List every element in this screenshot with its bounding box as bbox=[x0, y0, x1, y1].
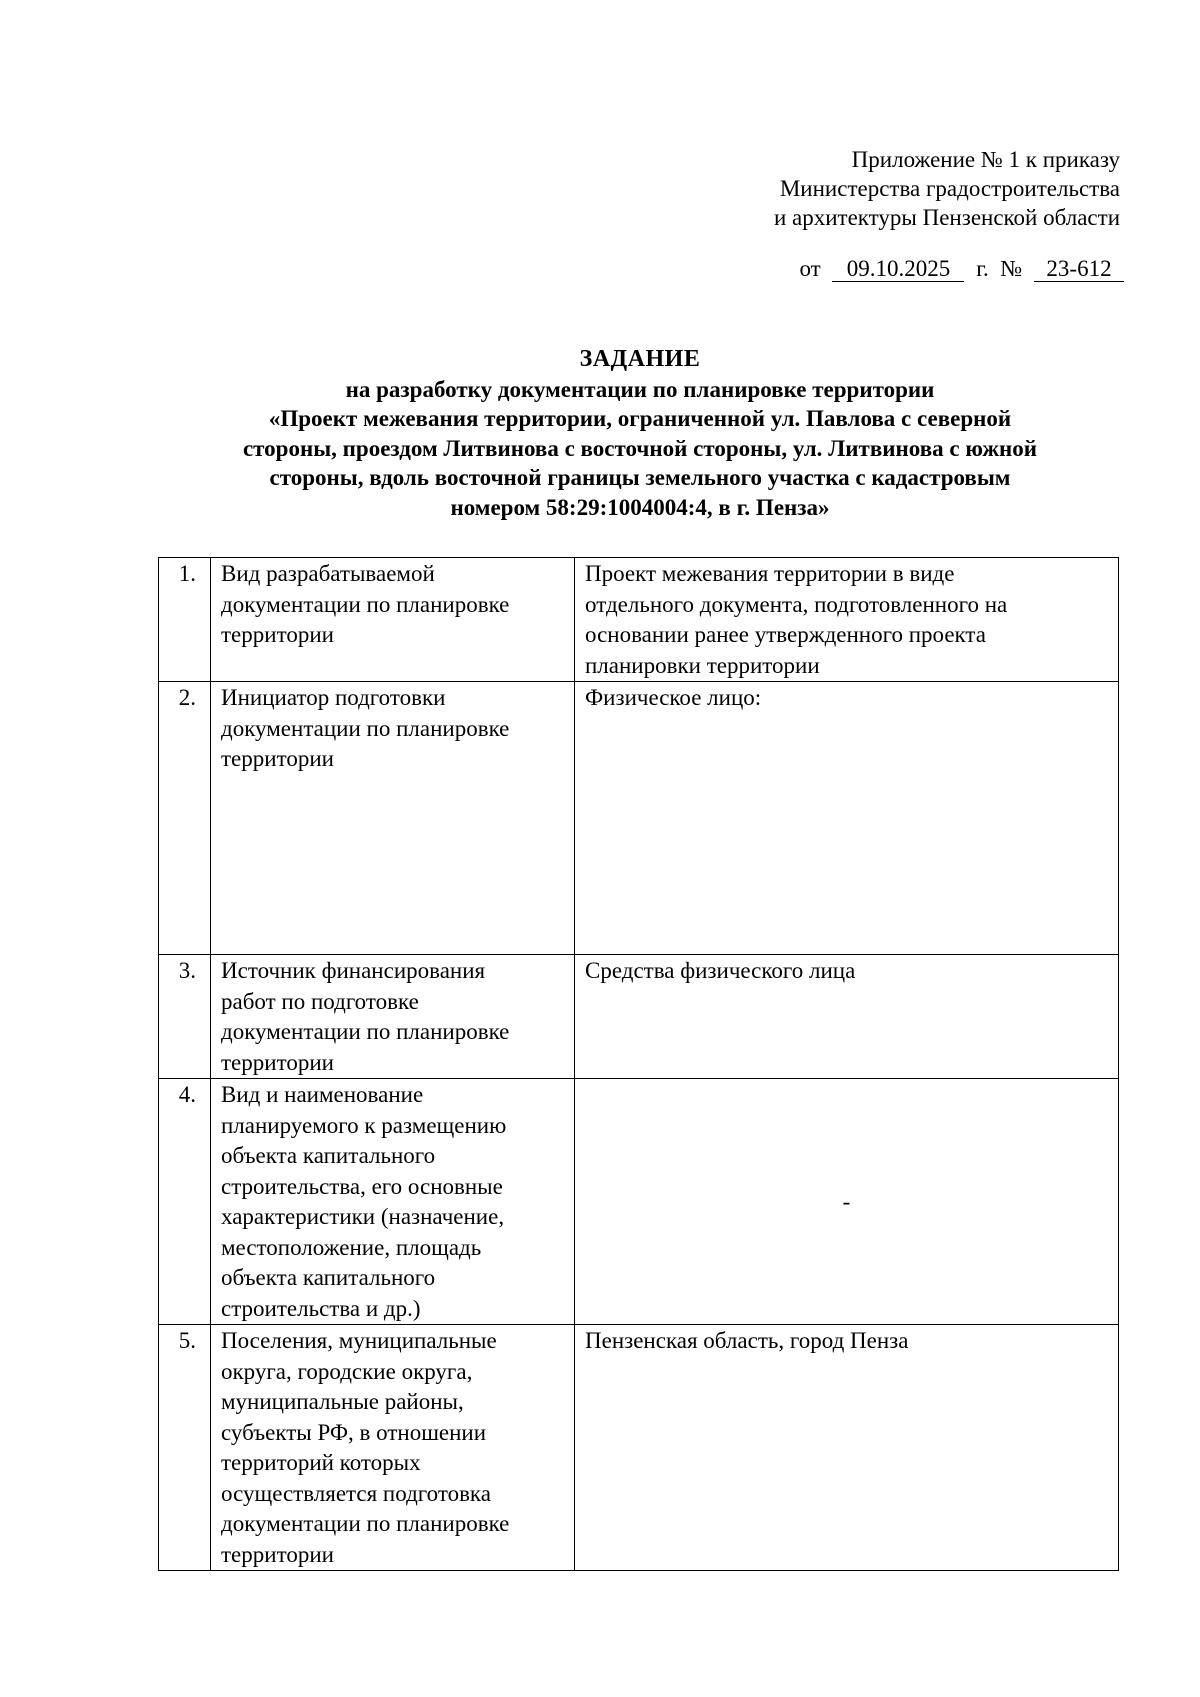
parameter-line: территории bbox=[221, 622, 334, 647]
row-value bbox=[575, 682, 1119, 955]
row-number: 2. bbox=[159, 682, 211, 955]
parameter-line: объекта капитального bbox=[221, 1143, 436, 1168]
row-value bbox=[575, 1079, 1119, 1325]
value-line: основании ранее утвержденного проекта bbox=[585, 622, 986, 647]
title-line: «Проект межевания территории, ограниченной ул. Павлова с северной bbox=[268, 406, 1012, 431]
row-parameter bbox=[211, 558, 575, 682]
parameter-line: территории bbox=[221, 1049, 334, 1075]
row-number: 4. bbox=[159, 1079, 211, 1325]
parameter-line: территории bbox=[221, 1541, 334, 1567]
row-number: 3. bbox=[159, 955, 211, 1079]
appendix-reference bbox=[774, 145, 1120, 232]
parameter-line: документации по планировке bbox=[221, 1019, 510, 1044]
row-parameter bbox=[211, 955, 575, 1079]
appendix-line: и архитектуры Пензенской области bbox=[773, 205, 1120, 230]
value-line: Пензенская область, город Пенза bbox=[585, 1328, 909, 1353]
parameter-line: документации по планировке bbox=[221, 591, 510, 617]
order-date-number bbox=[799, 254, 1124, 283]
parameter-line: Инициатор подготовки bbox=[221, 685, 446, 710]
parameter-line: Источник финансирования bbox=[221, 958, 486, 983]
order-number: 23-612 bbox=[1034, 257, 1124, 282]
table-row bbox=[159, 955, 1119, 1079]
title-line: стороны, вдоль восточной границы земельного участка с кадастровым bbox=[269, 465, 1011, 490]
parameter-line: строительства и др.) bbox=[221, 1295, 421, 1321]
value-line: отдельного документа, подготовленного на bbox=[585, 591, 1008, 617]
appendix-line: Министерства градостроительства bbox=[779, 176, 1120, 201]
row-parameter bbox=[211, 682, 575, 955]
parameter-line: муниципальные районы, bbox=[221, 1389, 464, 1414]
parameter-line: объекта капитального bbox=[221, 1265, 436, 1290]
parameter-line: планируемого к размещению bbox=[221, 1112, 507, 1138]
parameter-line: строительства, его основные bbox=[221, 1173, 503, 1199]
value-line: Средства физического лица bbox=[585, 958, 856, 983]
table-row bbox=[159, 1079, 1119, 1325]
value-line: - bbox=[842, 1188, 851, 1214]
order-from-label: от bbox=[799, 256, 821, 281]
table-row bbox=[159, 682, 1119, 955]
row-number: 5. bbox=[159, 1325, 211, 1571]
title-heading: ЗАДАНИЕ bbox=[579, 346, 701, 372]
parameter-line: округа, городские округа, bbox=[221, 1358, 473, 1384]
table-row bbox=[159, 558, 1119, 682]
order-date: 09.10.2025 bbox=[832, 257, 964, 282]
parameter-line: Вид разрабатываемой bbox=[221, 561, 435, 586]
parameter-line: осуществляется подготовка bbox=[221, 1480, 491, 1506]
value-line: Проект межевания территории в виде bbox=[585, 561, 955, 586]
parameter-line: документации по планировке bbox=[221, 1511, 510, 1536]
parameter-line: документации по планировке bbox=[221, 715, 510, 741]
table-row bbox=[159, 1325, 1119, 1571]
parameter-line: работ по подготовке bbox=[221, 988, 419, 1014]
parameter-line: характеристики (назначение, bbox=[221, 1204, 505, 1229]
row-value bbox=[575, 558, 1119, 682]
order-year-suffix: г. bbox=[976, 256, 989, 281]
row-parameter bbox=[211, 1079, 575, 1325]
parameter-line: территорий которых bbox=[221, 1450, 421, 1475]
value-line: планировки территории bbox=[585, 652, 820, 678]
document-title bbox=[160, 345, 1120, 522]
parameter-line: территории bbox=[221, 746, 334, 771]
value-line: Физическое лицо: bbox=[585, 685, 762, 710]
row-number: 1. bbox=[159, 558, 211, 682]
order-number-label: № bbox=[1000, 256, 1023, 281]
appendix-line: Приложение № 1 к приказу bbox=[851, 147, 1120, 172]
parameter-line: Поселения, муниципальные bbox=[221, 1328, 497, 1353]
title-line: номером 58:29:1004004:4, в г. Пенза» bbox=[450, 494, 830, 520]
row-value bbox=[575, 1325, 1119, 1571]
task-table bbox=[158, 557, 1119, 1571]
parameter-line: Вид и наименование bbox=[221, 1082, 424, 1107]
parameter-line: местоположение, площадь bbox=[221, 1234, 482, 1260]
row-parameter bbox=[211, 1325, 575, 1571]
parameter-line: субъекты РФ, в отношении bbox=[221, 1419, 487, 1445]
title-line: на разработку документации по планировке территории bbox=[345, 376, 935, 402]
title-line: стороны, проездом Литвинова с восточной стороны, ул. Литвинова с южной bbox=[242, 435, 1038, 461]
row-value bbox=[575, 955, 1119, 1079]
